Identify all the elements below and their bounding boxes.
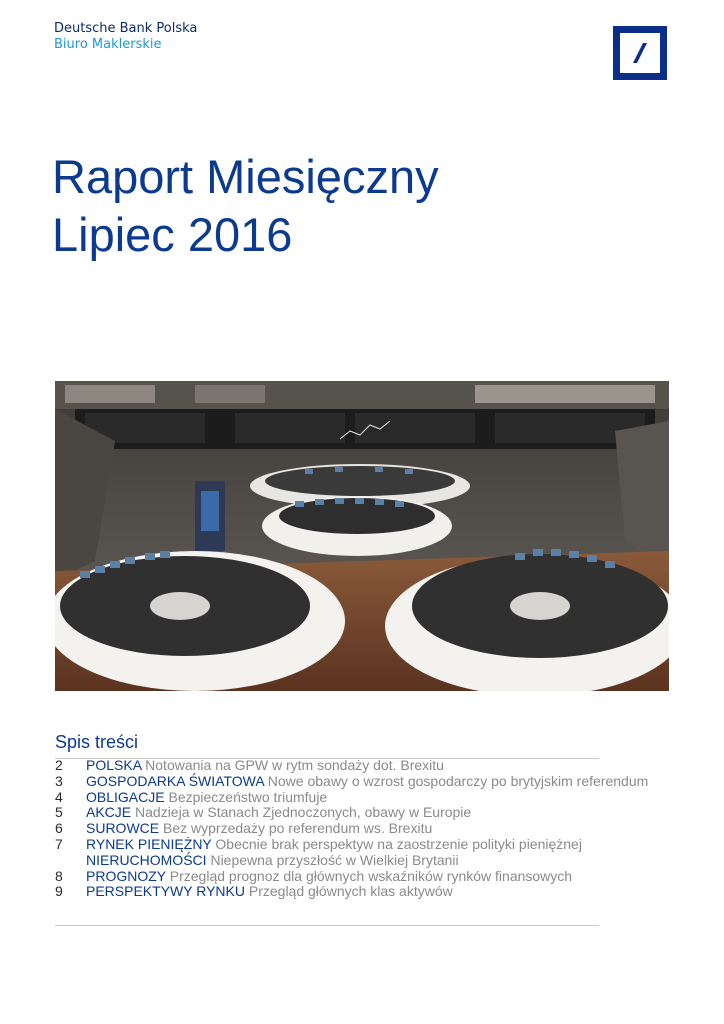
toc-heading: Spis treści [55, 732, 139, 752]
toc-page-number: 9 [55, 883, 63, 900]
report-title-line-1: Raport Miesięczny [52, 150, 439, 203]
toc-page-number: 2 [55, 757, 63, 773]
toc-section-description: Przegląd głównych klas aktywów [248, 883, 453, 900]
toc-section-description: Nadzieja w Stanach Zjednoczonych, obawy w Europie [135, 804, 472, 821]
toc-item[interactable] [55, 853, 675, 869]
report-title-line-2: Lipiec 2016 [52, 208, 293, 261]
toc-item[interactable] [55, 821, 675, 837]
table-of-contents [55, 758, 675, 900]
toc-section-description: Bez wyprzedaży po referendum ws. Brexitu [163, 820, 433, 837]
toc-page-number: 6 [55, 820, 63, 837]
toc-item[interactable] [55, 774, 675, 790]
toc-page-number: 3 [55, 772, 63, 789]
brand-header [54, 21, 197, 53]
toc-bottom-divider [55, 925, 599, 926]
toc-section-title: AKCJE [86, 804, 132, 821]
toc-page-number: 4 [55, 788, 63, 805]
toc-section-title: POLSKA [86, 757, 142, 773]
toc-section-title: RYNEK PIENIĘŻNY [86, 835, 212, 852]
toc-section-title: PERSPEKTYWY RYNKU [86, 883, 245, 900]
deutsche-bank-logo-icon [613, 26, 667, 80]
toc-section-title: NIERUCHOMOŚCI [86, 851, 207, 868]
toc-page-number: 8 [55, 867, 63, 884]
toc-section-title: OBLIGACJE [86, 788, 165, 805]
cover-photo [55, 381, 669, 691]
toc-item[interactable] [55, 837, 675, 853]
toc-section-description: Nowe obawy o wzrost gospodarczy po brytyjskim referendum [267, 772, 649, 789]
toc-section-title: PROGNOZY [86, 867, 166, 884]
division-name: Biuro Maklerskie [54, 37, 162, 52]
toc-section-description: Bezpieczeństwo triumfuje [168, 788, 328, 805]
toc-item[interactable] [55, 805, 675, 821]
company-name: Deutsche Bank Polska [54, 21, 198, 36]
toc-page-number: 7 [55, 835, 63, 852]
toc-section-description: Obecnie brak perspektyw na zaostrzenie polityki pieniężnej [215, 835, 582, 852]
toc-item[interactable] [55, 790, 675, 806]
report-title [52, 148, 439, 264]
toc-item[interactable] [55, 869, 675, 885]
toc-section-title: SUROWCE [86, 820, 160, 837]
toc-section-description: Niepewna przyszłość w Wielkiej Brytanii [210, 851, 459, 868]
toc-item[interactable] [55, 884, 675, 900]
toc-section-title: GOSPODARKA ŚWIATOWA [86, 772, 264, 789]
toc-item[interactable] [55, 758, 675, 774]
toc-section-description: Przegląd prognoz dla głównych wskaźników rynków finansowych [169, 867, 573, 884]
toc-page-number: 5 [55, 804, 63, 821]
toc-section-description: Notowania na GPW w rytm sondaży dot. Brexitu [145, 757, 444, 773]
